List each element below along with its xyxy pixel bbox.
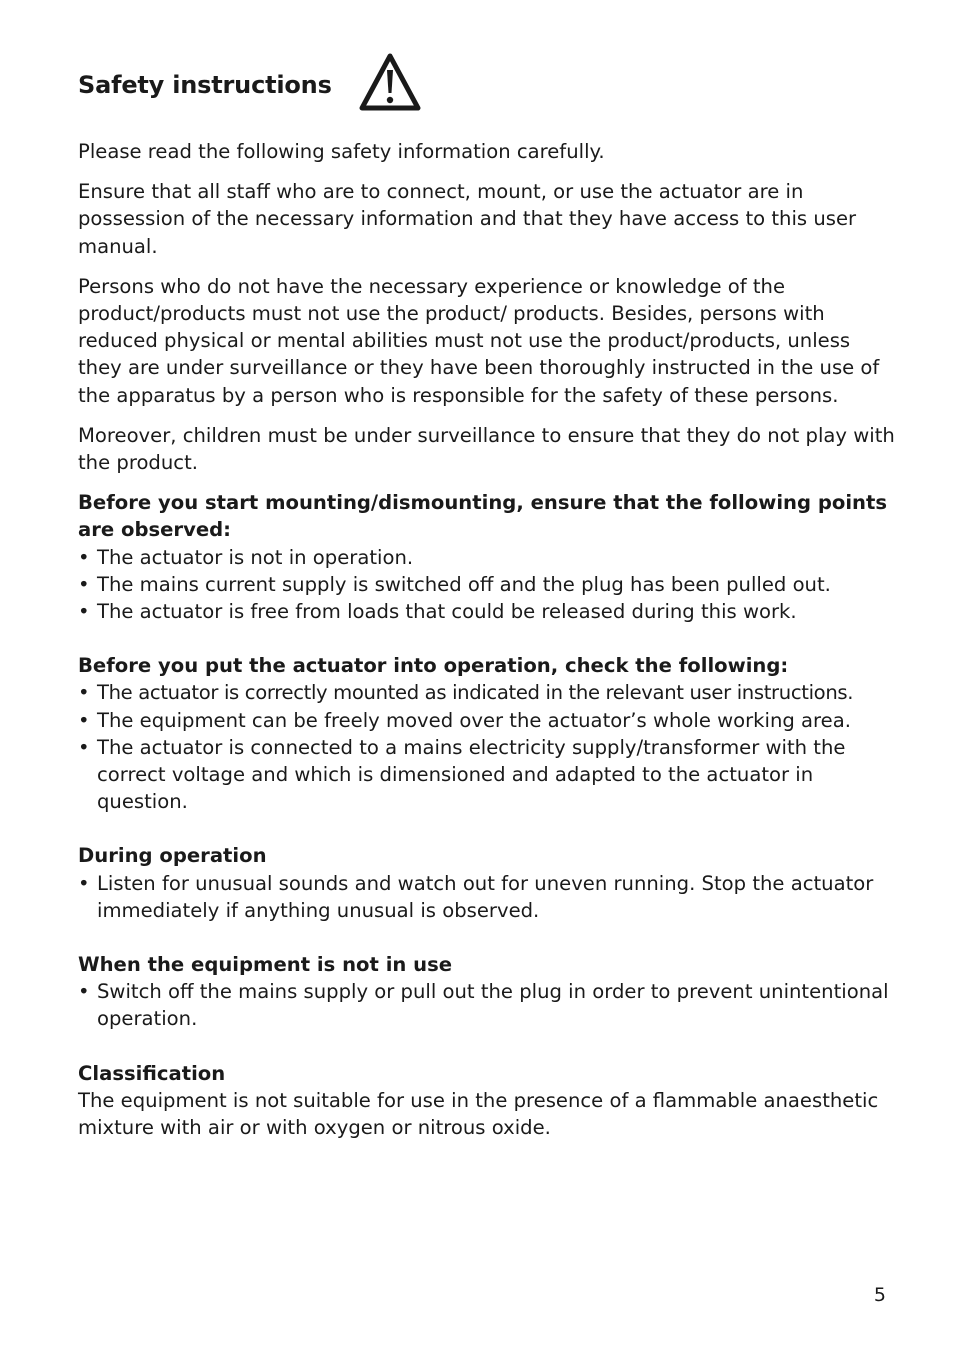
classification-text: The equipment is not suitable for use in the presence of a flammable anaesthetic mixture with air or with oxygen or nitrous oxide.: [78, 1088, 879, 1140]
list-item: • The actuator is not in operation.: [78, 544, 898, 571]
list-item: • The mains current supply is switched off and the plug has been pulled out.: [78, 571, 898, 598]
list-item: • The actuator is correctly mounted as indicated in the relevant user instructions.: [78, 679, 898, 706]
section-heading: When the equipment is not in use: [78, 953, 453, 977]
intro-paragraph: Please read the following safety information carefully.: [78, 140, 605, 163]
staff-paragraph: Ensure that all staff who are to connect, mount, or use the actuator are in possession of the necessary information and that they have access to this user manual.: [78, 180, 857, 258]
operation-check-section: [78, 652, 898, 815]
persons-paragraph: Persons who do not have the necessary experience or knowledge of the product/products must not use the product/ products. Besides, persons with reduced physical or mental abilities must not use the product/products, unless they are under surveillance or they have been thoroughly instructed in the use of the apparatus by a person who is responsible for the safety of these persons.: [78, 274, 880, 407]
list-item: • Listen for unusual sounds and watch out for uneven running. Stop the actuator immediately if anything unusual is observed.: [78, 870, 898, 924]
list-item: • Switch off the mains supply or pull out the plug in order to prevent unintentional operation.: [78, 978, 898, 1032]
bullet-list: [78, 978, 898, 1032]
title-row: [78, 50, 332, 114]
section-heading: Before you start mounting/dismounting, ensure that the following points are observed:: [78, 491, 888, 542]
section-heading: Classification: [78, 1061, 226, 1085]
section-heading: Before you put the actuator into operation, check the following:: [78, 654, 789, 678]
page-number: 5: [873, 1284, 886, 1306]
mounting-section: [78, 489, 898, 625]
children-paragraph: Moreover, children must be under surveillance to ensure that they do not play with the product.: [78, 423, 895, 475]
list-item: • The actuator is free from loads that could be released during this work.: [78, 598, 898, 625]
classification-section: [78, 1060, 898, 1142]
list-item: • The actuator is connected to a mains electricity supply/transformer with the correct voltage and which is dimensioned and adapted to the actuator in question.: [78, 734, 898, 816]
bullet-list: [78, 870, 898, 924]
bullet-list: [78, 544, 898, 626]
warning-triangle-icon: [358, 50, 422, 114]
page-title: Safety instructions: [78, 71, 332, 99]
section-heading: During operation: [78, 844, 267, 868]
during-operation-section: [78, 842, 898, 924]
not-in-use-section: [78, 951, 898, 1033]
bullet-list: [78, 679, 898, 815]
document-body: [78, 138, 898, 1168]
list-item: • The equipment can be freely moved over the actuator’s whole working area.: [78, 707, 898, 734]
